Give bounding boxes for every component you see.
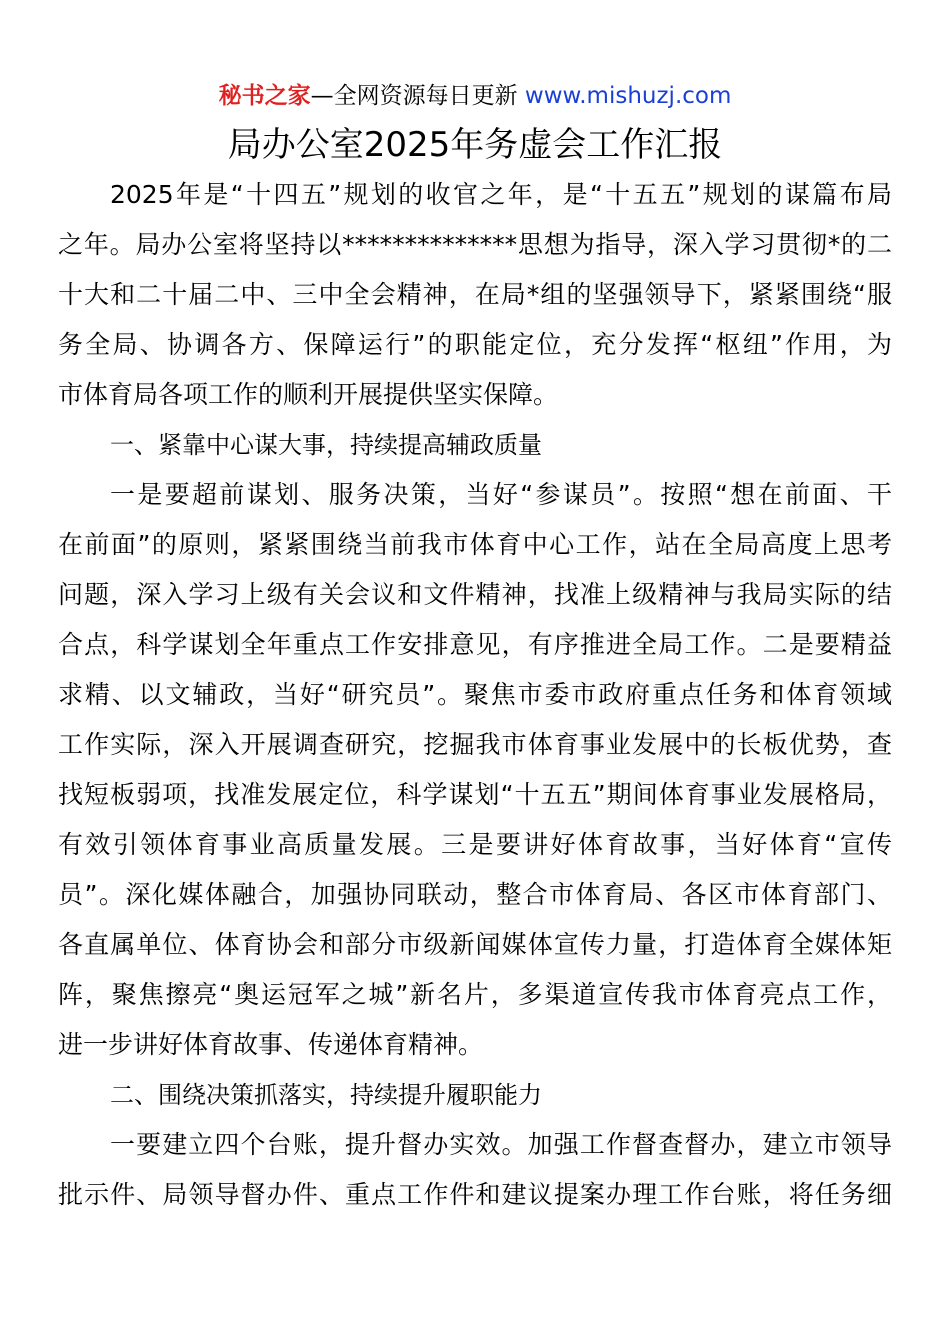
body-line: 各直属单位、体育协会和部分市级新闻媒体宣传力量，打造体育全媒体矩 <box>58 930 892 959</box>
document-title: 局办公室2025年务虚会工作汇报 <box>227 125 723 165</box>
body-line: 员”。深化媒体融合，加强协同联动，整合市体育局、各区市体育部门、 <box>58 880 892 909</box>
site-banner <box>0 80 950 112</box>
body-line: 求精、以文辅政，当好“研究员”。聚焦市委市政府重点任务和体育领域 <box>58 680 892 709</box>
banner-brand: 秘书之家 <box>218 83 311 109</box>
body-line: 进一步讲好体育故事、传递体育精神。 <box>58 1030 484 1059</box>
body-line: 合点，科学谋划全年重点工作安排意见，有序推进全局工作。二是要精益 <box>58 630 892 659</box>
body-line: 找短板弱项，找准发展定位，科学谋划“十五五”期间体育事业发展格局， <box>58 780 892 809</box>
body-line: 一要建立四个台账，提升督办实效。加强工作督查督办，建立市领导 <box>110 1130 892 1159</box>
body-line: 十大和二十届二中、三中全会精神，在局*组的坚强领导下，紧紧围绕“服 <box>58 280 892 309</box>
body-line: 批示件、局领导督办件、重点工作件和建议提案办理工作台账，将任务细 <box>58 1180 892 1209</box>
body-line: 市体育局各项工作的顺利开展提供坚实保障。 <box>58 380 559 409</box>
body-line: 问题，深入学习上级有关会议和文件精神，找准上级精神与我局实际的结 <box>58 580 892 609</box>
body-line: 务全局、协调各方、保障运行”的职能定位，充分发挥“枢纽”作用，为 <box>58 330 892 359</box>
body-line: 2025年是“十四五”规划的收官之年，是“十五五”规划的谋篇布局 <box>110 180 892 209</box>
body-line: 阵，聚焦擦亮“奥运冠军之城”新名片，多渠道宣传我市体育亮点工作， <box>58 980 892 1009</box>
banner-url-link[interactable]: www.mishuzj.com <box>524 83 732 109</box>
banner-tagline: —全网资源每日更新 <box>310 83 518 109</box>
body-line: 在前面”的原则，紧紧围绕当前我市体育中心工作，站在全局高度上思考 <box>58 530 892 559</box>
body-line: 之年。局办公室将坚持以**************思想为指导，深入学习贯彻*的二 <box>58 230 892 259</box>
body-line: 工作实际，深入开展调查研究，挖掘我市体育事业发展中的长板优势，查 <box>58 730 892 759</box>
body-line: 有效引领体育事业高质量发展。三是要讲好体育故事，当好体育“宣传 <box>58 830 892 859</box>
document-body <box>58 170 892 1220</box>
section-heading: 二、围绕决策抓落实，持续提升履职能力 <box>110 1081 542 1109</box>
section-heading: 一、紧靠中心谋大事，持续提高辅政质量 <box>110 431 542 459</box>
body-line: 一是要超前谋划、服务决策，当好“参谋员”。按照“想在前面、干 <box>110 480 892 509</box>
